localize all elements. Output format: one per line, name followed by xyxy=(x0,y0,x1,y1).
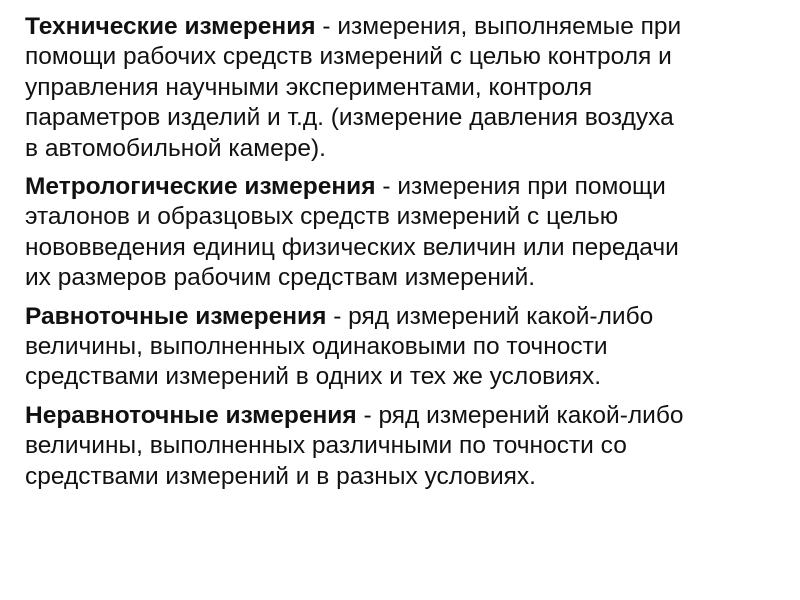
definition-text: - ряд измерений какой-либо xyxy=(356,401,684,429)
definition-text: помощи рабочих средств измерений с целью контроля и xyxy=(25,43,672,71)
definition-first-line xyxy=(25,12,785,42)
definition-equal-precision-measurements xyxy=(25,302,785,393)
definition-text: управления научными экспериментами, контроля xyxy=(25,73,593,101)
definition-text: - ряд измерений какой-либо xyxy=(326,302,654,330)
definition-text: их размеров рабочим средствам измерений. xyxy=(25,264,536,292)
definition-text: эталонов и образцовых средств измерений с целью xyxy=(25,203,619,231)
definition-text: в автомобильной камере). xyxy=(25,134,326,162)
definition-text: величины, выполненных одинаковыми по точности xyxy=(25,333,608,361)
slide-content xyxy=(25,12,785,500)
definition-text: нововведения единиц физических величин или передачи xyxy=(25,233,679,261)
term-label: Метрологические измерения xyxy=(25,173,376,201)
definition-text: величины, выполненных различными по точности со xyxy=(25,432,627,460)
definition-text: - измерения, выполняемые при xyxy=(315,13,682,40)
definition-technical-measurements xyxy=(25,12,785,164)
definition-metrological-measurements xyxy=(25,172,785,294)
definition-unequal-precision-measurements xyxy=(25,401,785,492)
term-label: Технические измерения xyxy=(25,13,316,40)
term-label: Равноточные измерения xyxy=(25,302,327,330)
term-label: Неравноточные измерения xyxy=(25,401,357,429)
definition-first-line xyxy=(25,172,785,202)
definition-text: средствами измерений в одних и тех же условиях. xyxy=(25,363,602,391)
definition-text: - измерения при помощи xyxy=(375,173,666,201)
definition-first-line xyxy=(25,401,785,431)
definition-first-line xyxy=(25,302,785,332)
definition-text: средствами измерений и в разных условиях. xyxy=(25,462,536,490)
definition-text: параметров изделий и т.д. (измерение давления воздуха xyxy=(25,104,674,132)
